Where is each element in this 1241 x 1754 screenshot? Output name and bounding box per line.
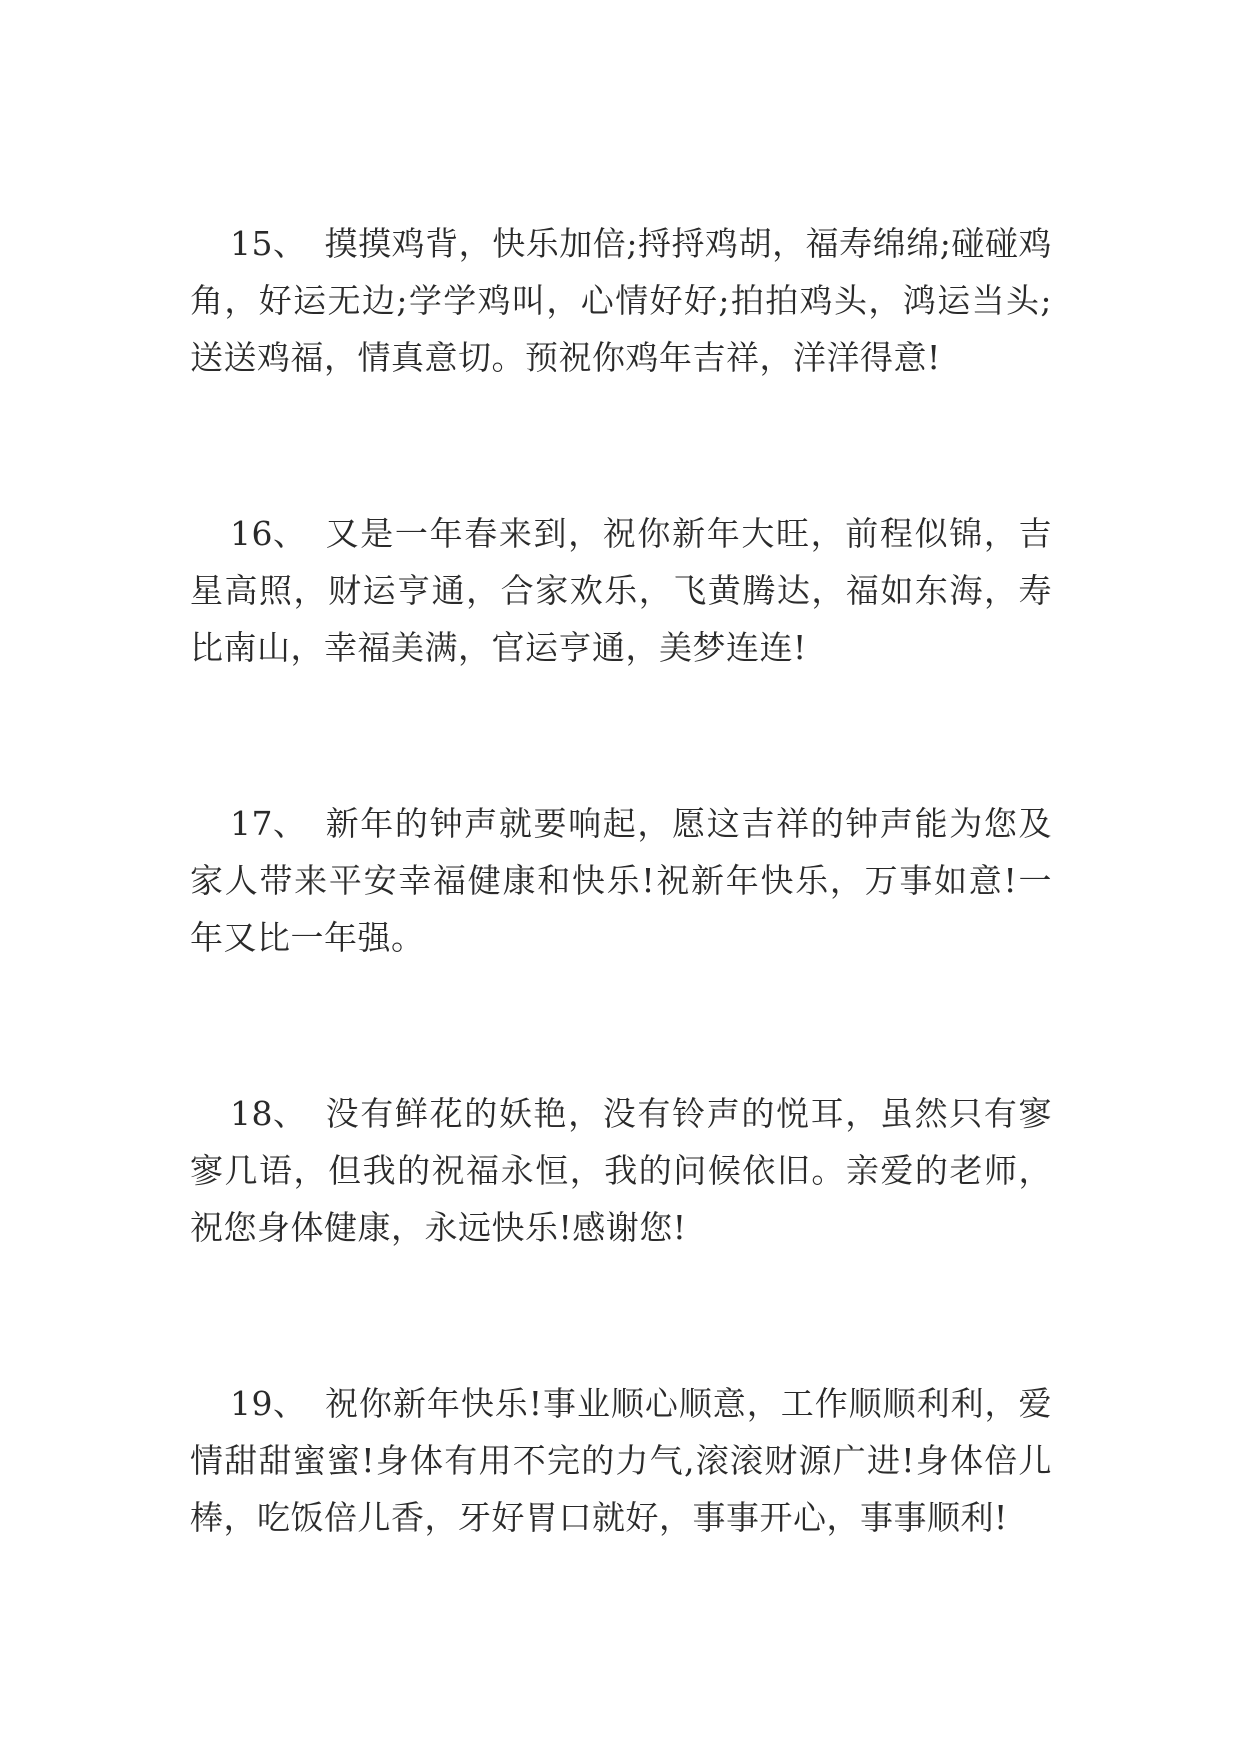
paragraph-number: 16、	[230, 514, 307, 553]
wish-paragraph-18	[190, 1085, 1052, 1256]
wish-paragraph-16	[190, 505, 1052, 676]
paragraph-number: 18、	[230, 1094, 307, 1133]
paragraph-number: 15、	[230, 224, 307, 263]
paragraph-text: 新年的钟声就要响起，愿这吉祥的钟声能为您及家人带来平安幸福健康和快乐!祝新年快乐，万事如意!一年又比一年强。	[190, 804, 1052, 957]
paragraph-text: 又是一年春来到，祝你新年大旺，前程似锦，吉星高照，财运亨通，合家欢乐，飞黄腾达，福如东海，寿比南山，幸福美满，官运亨通，美梦连连!	[190, 514, 1052, 667]
wish-paragraph-17	[190, 795, 1052, 966]
wish-paragraph-15	[190, 215, 1052, 386]
paragraph-text: 祝你新年快乐!事业顺心顺意，工作顺顺利利，爱情甜甜蜜蜜!身体有用不完的力气,滚滚财源广进!身体倍儿棒，吃饭倍儿香，牙好胃口就好，事事开心，事事顺利!	[190, 1384, 1052, 1537]
paragraph-number: 17、	[230, 804, 307, 843]
wish-paragraph-19	[190, 1375, 1052, 1546]
paragraph-text: 没有鲜花的妖艳，没有铃声的悦耳，虽然只有寥寥几语，但我的祝福永恒，我的问候依旧。亲爱的老师，祝您身体健康，永远快乐!感谢您!	[190, 1094, 1052, 1247]
paragraph-text: 摸摸鸡背，快乐加倍;捋捋鸡胡，福寿绵绵;碰碰鸡角，好运无边;学学鸡叫，心情好好;拍拍鸡头，鸿运当头;送送鸡福，情真意切。预祝你鸡年吉祥，洋洋得意!	[190, 224, 1052, 377]
paragraph-number: 19、	[230, 1384, 307, 1423]
